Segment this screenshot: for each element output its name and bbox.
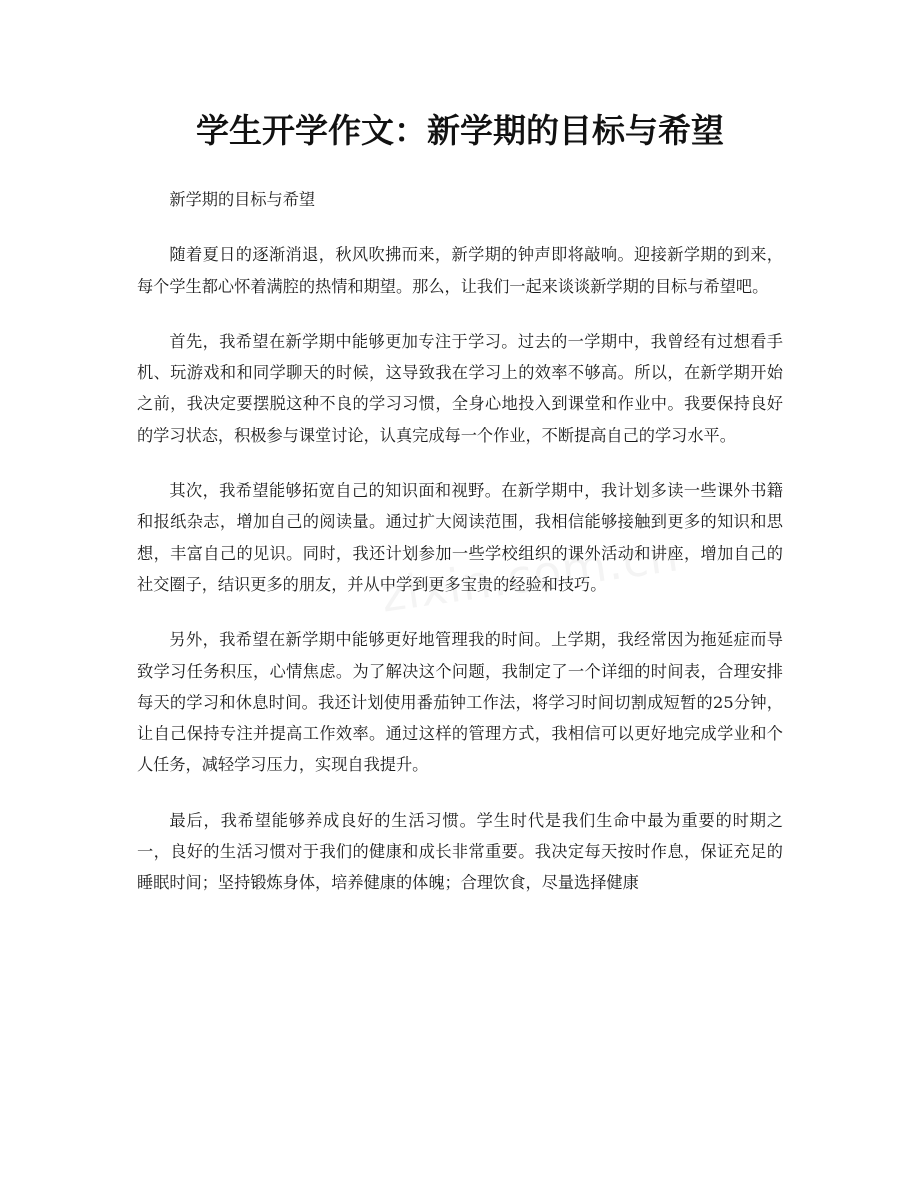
document-body — [137, 184, 783, 923]
paragraph-subtitle: 新学期的目标与希望 — [169, 190, 316, 209]
paragraph-time-management: 另外，我希望在新学期中能够更好地管理我的时间。上学期，我经常因为拖延症而导致学习任务积压，心情焦虑。为了解决这个问题，我制定了一个详细的时间表，合理安排每天的学习和休息时间。我还计划使用番茄钟工作法，将学习时间切割成短暂的25分钟，让自己保持专注并提高工作效率。通过这样的管理方式，我相信可以更好地完成学业和个人任务，减轻学习压力，实现自我提升。 — [137, 630, 783, 775]
paragraph-living-habits: 最后，我希望能够养成良好的生活习惯。学生时代是我们生命中最为重要的时期之一，良好的生活习惯对于我们的健康和成长非常重要。我决定每天按时作息，保证充足的睡眠时间；坚持锻炼身体，培养健康的体魄；合理饮食，尽量选择健康 — [137, 810, 783, 893]
document-title: 学生开学作文：新学期的目标与希望 — [196, 111, 724, 150]
paragraph-intro: 随着夏日的逐渐消退，秋风吹拂而来，新学期的钟声即将敲响。迎接新学期的到来，每个学生都心怀着满腔的热情和期望。那么，让我们一起来谈谈新学期的目标与希望吧。 — [137, 245, 783, 296]
paragraph-broaden-knowledge: 其次，我希望能够拓宽自己的知识面和视野。在新学期中，我计划多读一些课外书籍和报纸杂志，增加自己的阅读量。通过扩大阅读范围，我相信能够接触到更多的知识和思想，丰富自己的见识。同时，我还计划参加一些学校组织的课外活动和讲座，增加自己的社交圈子，结识更多的朋友，并从中学到更多宝贵的经验和技巧。 — [137, 481, 783, 594]
paragraph-focus-study: 首先，我希望在新学期中能够更加专注于学习。过去的一学期中，我曾经有过想看手机、玩游戏和和同学聊天的时候，这导致我在学习上的效率不够高。所以，在新学期开始之前，我决定要摆脱这种不良的学习习惯，全身心地投入到课堂和作业中。我要保持良好的学习状态，积极参与课堂讨论，认真完成每一个作业，不断提高自己的学习水平。 — [137, 331, 783, 445]
